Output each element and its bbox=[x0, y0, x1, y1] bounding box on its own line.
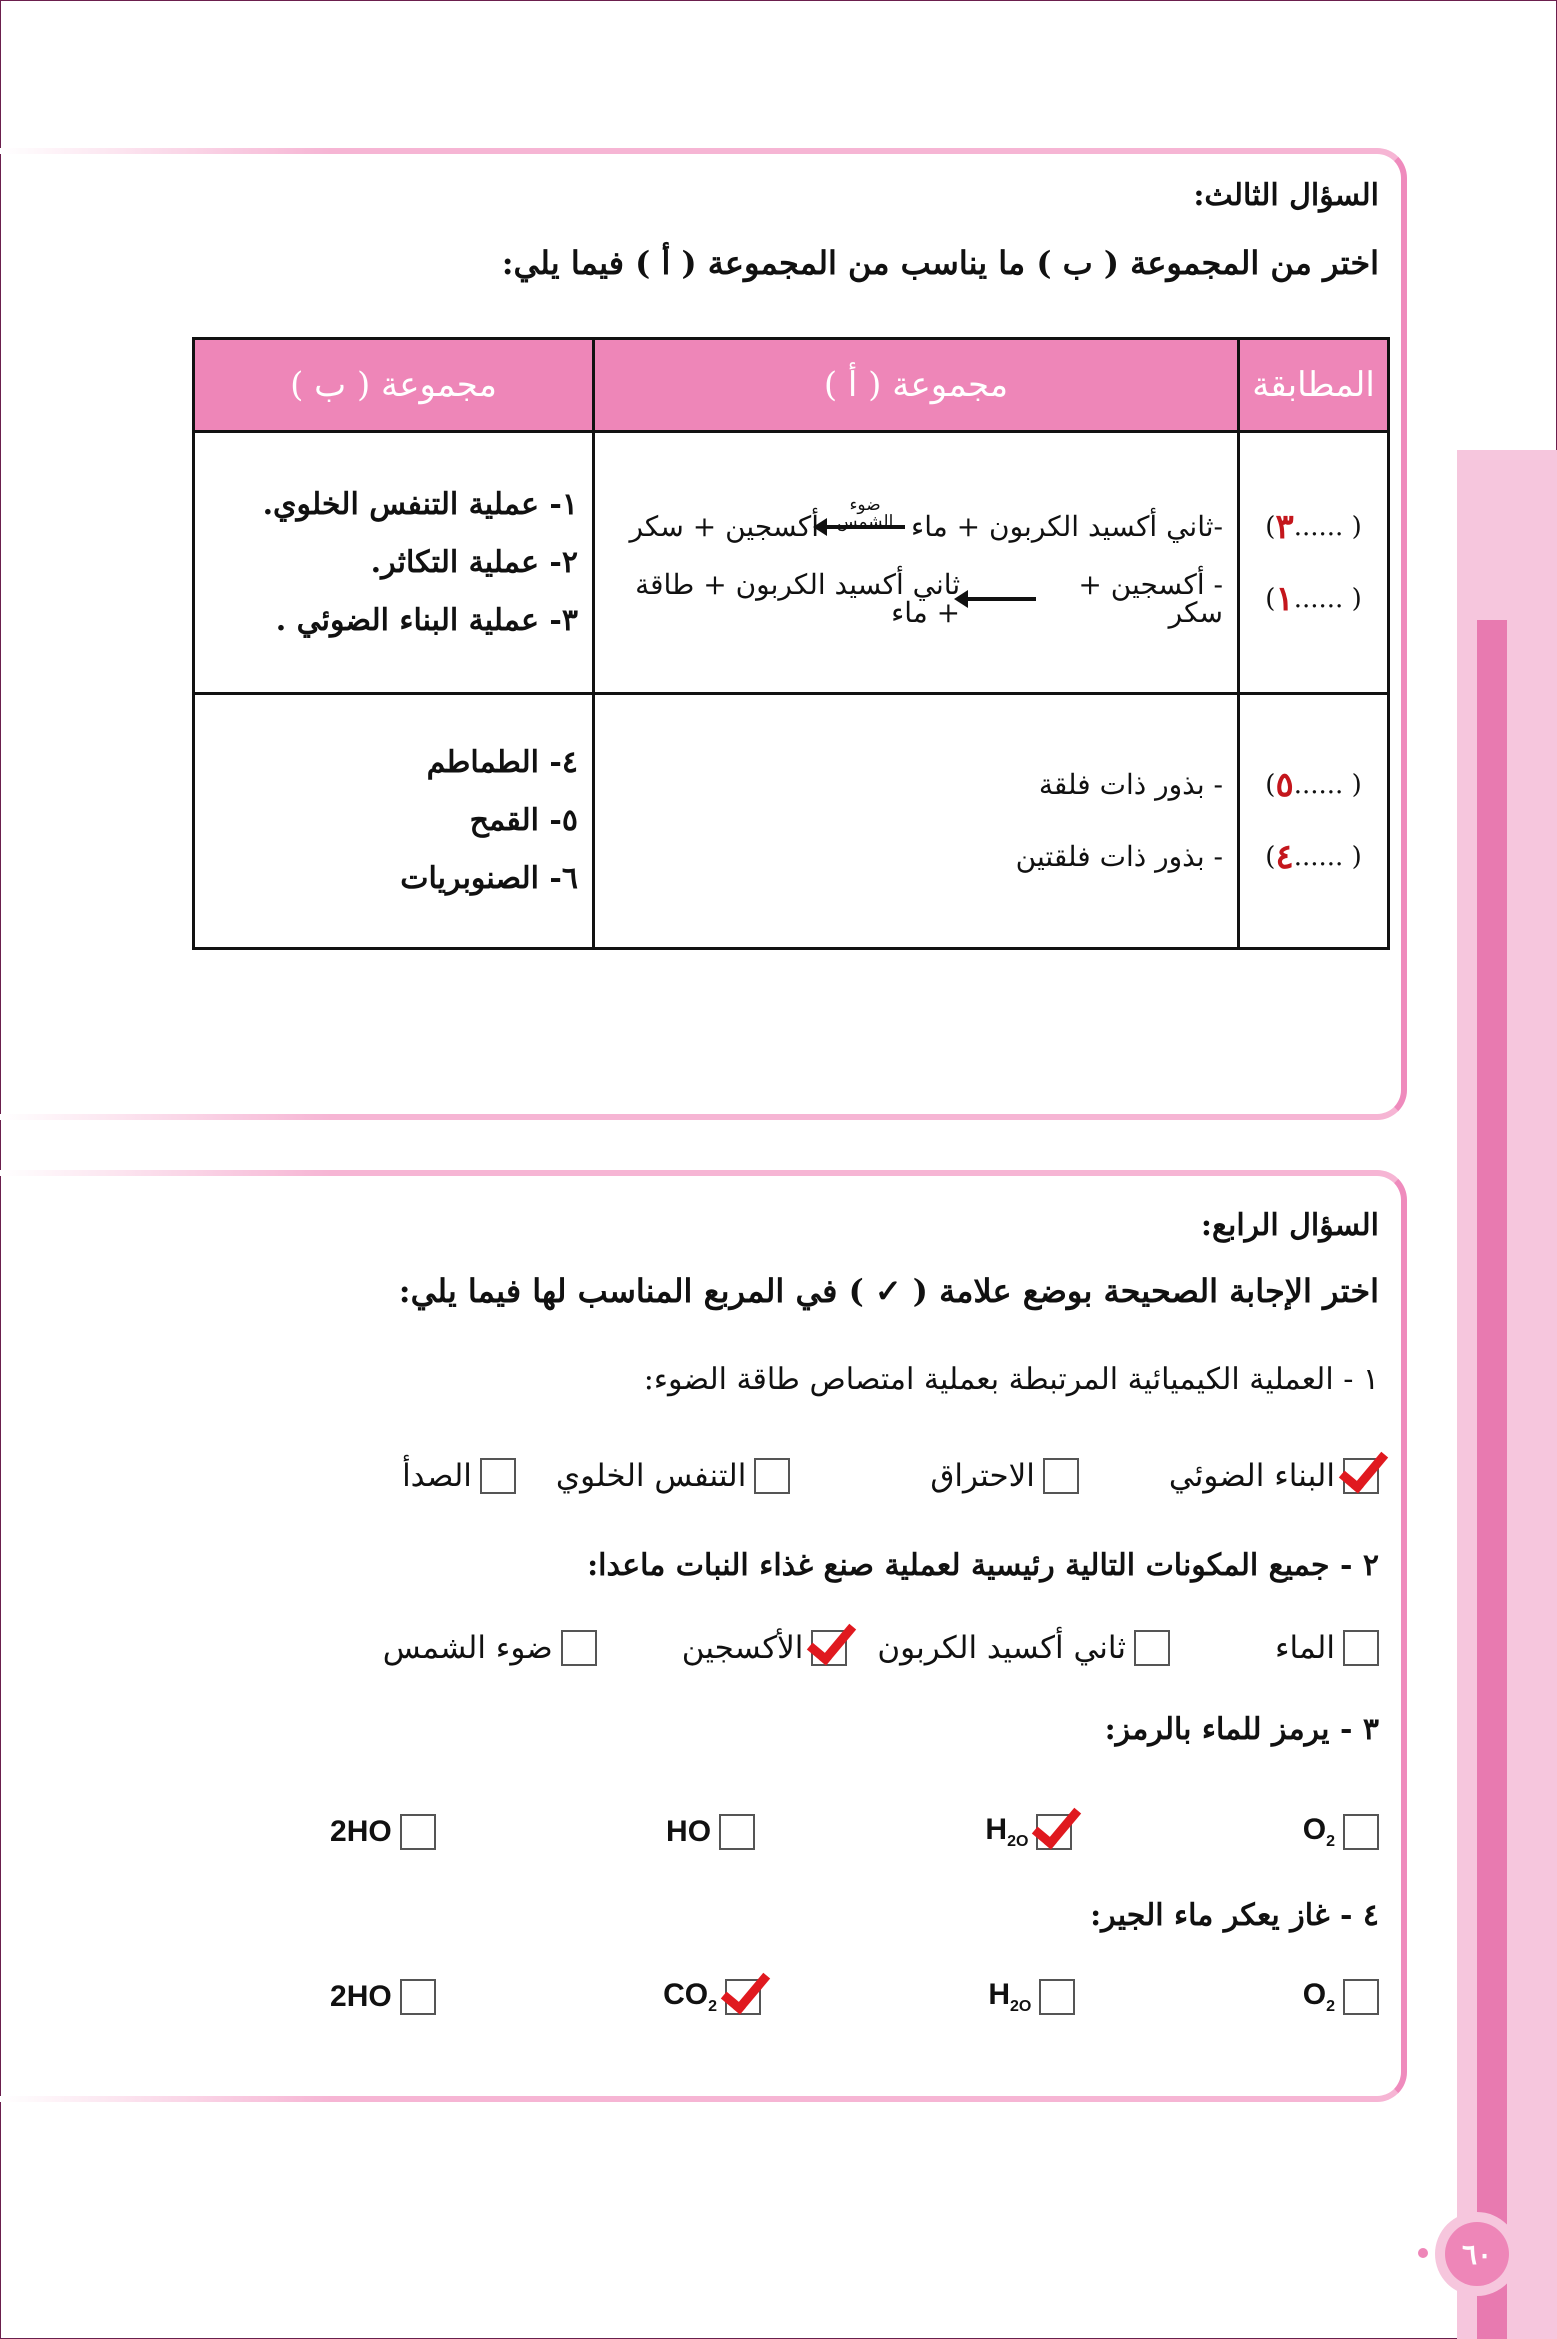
question-2-text: ٢ - جميع المكونات التالية رئيسية لعملية صنع غذاء النبات ماعدا: bbox=[587, 1548, 1379, 1583]
block2-group-a bbox=[594, 694, 1239, 949]
option-co2[interactable]: ثاني أكسيد الكربون bbox=[877, 1630, 1170, 1666]
checkbox[interactable] bbox=[725, 1979, 761, 2015]
option-h2o[interactable]: $H_{2O}$ bbox=[985, 1813, 1072, 1851]
block1-answers bbox=[1239, 432, 1389, 694]
option-co2[interactable]: $CO_2$ bbox=[663, 1978, 761, 2016]
header-match: المطابقة bbox=[1239, 339, 1389, 432]
page-number-dot bbox=[1418, 2248, 1428, 2258]
checkbox[interactable] bbox=[1343, 1458, 1379, 1494]
option-rust[interactable]: الصدأ bbox=[402, 1458, 516, 1494]
list-item: ١- عملية التنفس الخلوي. bbox=[262, 486, 578, 522]
q4-instruction: اختر الإجابة الصحيحة بوضع علامة ( ✓ ) في المربع المناسب لها فيما يلي: bbox=[398, 1272, 1379, 1310]
list-item: - بذور ذات فلقة bbox=[1038, 768, 1223, 801]
q3-instruction: اختر من المجموعة ( ب ) ما يناسب من المجموعة ( أ ) فيما يلي: bbox=[501, 244, 1379, 282]
side-decoration-stripe bbox=[1477, 620, 1507, 2339]
option-water[interactable]: الماء bbox=[1275, 1630, 1379, 1666]
checkbox[interactable] bbox=[1343, 1979, 1379, 2015]
equation-respiration: - أكسجين + سكر ثاني أكسيد الكربون + طاقة + ماء bbox=[635, 567, 1223, 629]
option-h2o[interactable]: $H_{2O}$ bbox=[988, 1978, 1075, 2016]
header-group-a: مجموعة ( أ ) bbox=[594, 339, 1239, 432]
equation-photosynthesis: -ثاني أكسيد الكربون + ماء ضوء الشمس أكسجين + سكر bbox=[629, 494, 1223, 543]
checkbox[interactable] bbox=[400, 1979, 436, 2015]
list-item: ٣- عملية البناء الضوئي . bbox=[275, 602, 578, 638]
checkbox[interactable] bbox=[400, 1814, 436, 1850]
question-4-text: ٤ - غاز يعكر ماء الجير: bbox=[1090, 1898, 1379, 1933]
list-item: ٢- عملية التكاثر. bbox=[370, 544, 578, 580]
checkbox[interactable] bbox=[561, 1630, 597, 1666]
checkbox[interactable] bbox=[1036, 1814, 1072, 1850]
side-decoration bbox=[1457, 450, 1557, 2339]
option-o2[interactable]: $O_2$ bbox=[1303, 1813, 1379, 1851]
checkbox[interactable] bbox=[1343, 1630, 1379, 1666]
option-ho[interactable]: HO bbox=[666, 1814, 755, 1850]
list-item: ٤- الطماطم bbox=[426, 745, 578, 780]
option-2ho[interactable]: 2HO bbox=[330, 1814, 436, 1850]
checkbox[interactable] bbox=[754, 1458, 790, 1494]
option-sunlight[interactable]: ضوء الشمس bbox=[383, 1630, 597, 1666]
list-item: ٥- القمح bbox=[469, 803, 578, 838]
arrow-icon bbox=[966, 597, 1036, 601]
checkbox[interactable] bbox=[1039, 1979, 1075, 2015]
answer-slot[interactable]: ( ...... ٥ ) bbox=[1265, 765, 1362, 805]
block1-group-a bbox=[594, 432, 1239, 694]
question-2-options bbox=[240, 1630, 1379, 1666]
q4-title: السؤال الرابع: bbox=[1200, 1208, 1379, 1243]
arrow-icon: ضوء الشمس bbox=[825, 525, 905, 529]
checkbox[interactable] bbox=[480, 1458, 516, 1494]
block2-group-b bbox=[194, 694, 594, 949]
option-2ho[interactable]: 2HO bbox=[330, 1979, 436, 2015]
checkbox[interactable] bbox=[1134, 1630, 1170, 1666]
answer-slot[interactable]: ( ...... ١ ) bbox=[1265, 578, 1362, 619]
question-1-options bbox=[290, 1458, 1379, 1494]
answer-slot[interactable]: ( ...... ٤ ) bbox=[1265, 837, 1362, 877]
question-4-options bbox=[330, 1978, 1379, 2016]
page-number: ٦٠ bbox=[1445, 2222, 1509, 2286]
block2-answers bbox=[1239, 694, 1389, 949]
answer-slot[interactable]: ( ...... ٣ ) bbox=[1265, 506, 1362, 547]
list-item: - بذور ذات فلقتين bbox=[1015, 840, 1223, 873]
option-combustion[interactable]: الاحتراق bbox=[930, 1458, 1079, 1494]
list-item: ٦- الصنوبريات bbox=[400, 861, 578, 896]
checkbox[interactable] bbox=[811, 1630, 847, 1666]
option-respiration[interactable]: التنفس الخلوي bbox=[556, 1458, 790, 1494]
block1-group-b bbox=[194, 432, 594, 694]
matching-table bbox=[192, 337, 1390, 950]
q3-title: السؤال الثالث: bbox=[1193, 178, 1379, 213]
question-1-text: ١ - العملية الكيميائية المرتبطة بعملية امتصاص طاقة الضوء: bbox=[643, 1362, 1379, 1397]
option-o2[interactable]: $O_2$ bbox=[1303, 1978, 1379, 2016]
question-3-text: ٣ - يرمز للماء بالرمز: bbox=[1104, 1712, 1379, 1747]
checkbox[interactable] bbox=[1043, 1458, 1079, 1494]
question-3-options bbox=[330, 1813, 1379, 1851]
checkbox[interactable] bbox=[719, 1814, 755, 1850]
checkbox[interactable] bbox=[1343, 1814, 1379, 1850]
header-group-b: مجموعة ( ب ) bbox=[194, 339, 594, 432]
option-photosynthesis[interactable]: البناء الضوئي bbox=[1169, 1458, 1379, 1494]
option-oxygen[interactable]: الأكسجين bbox=[682, 1630, 848, 1666]
